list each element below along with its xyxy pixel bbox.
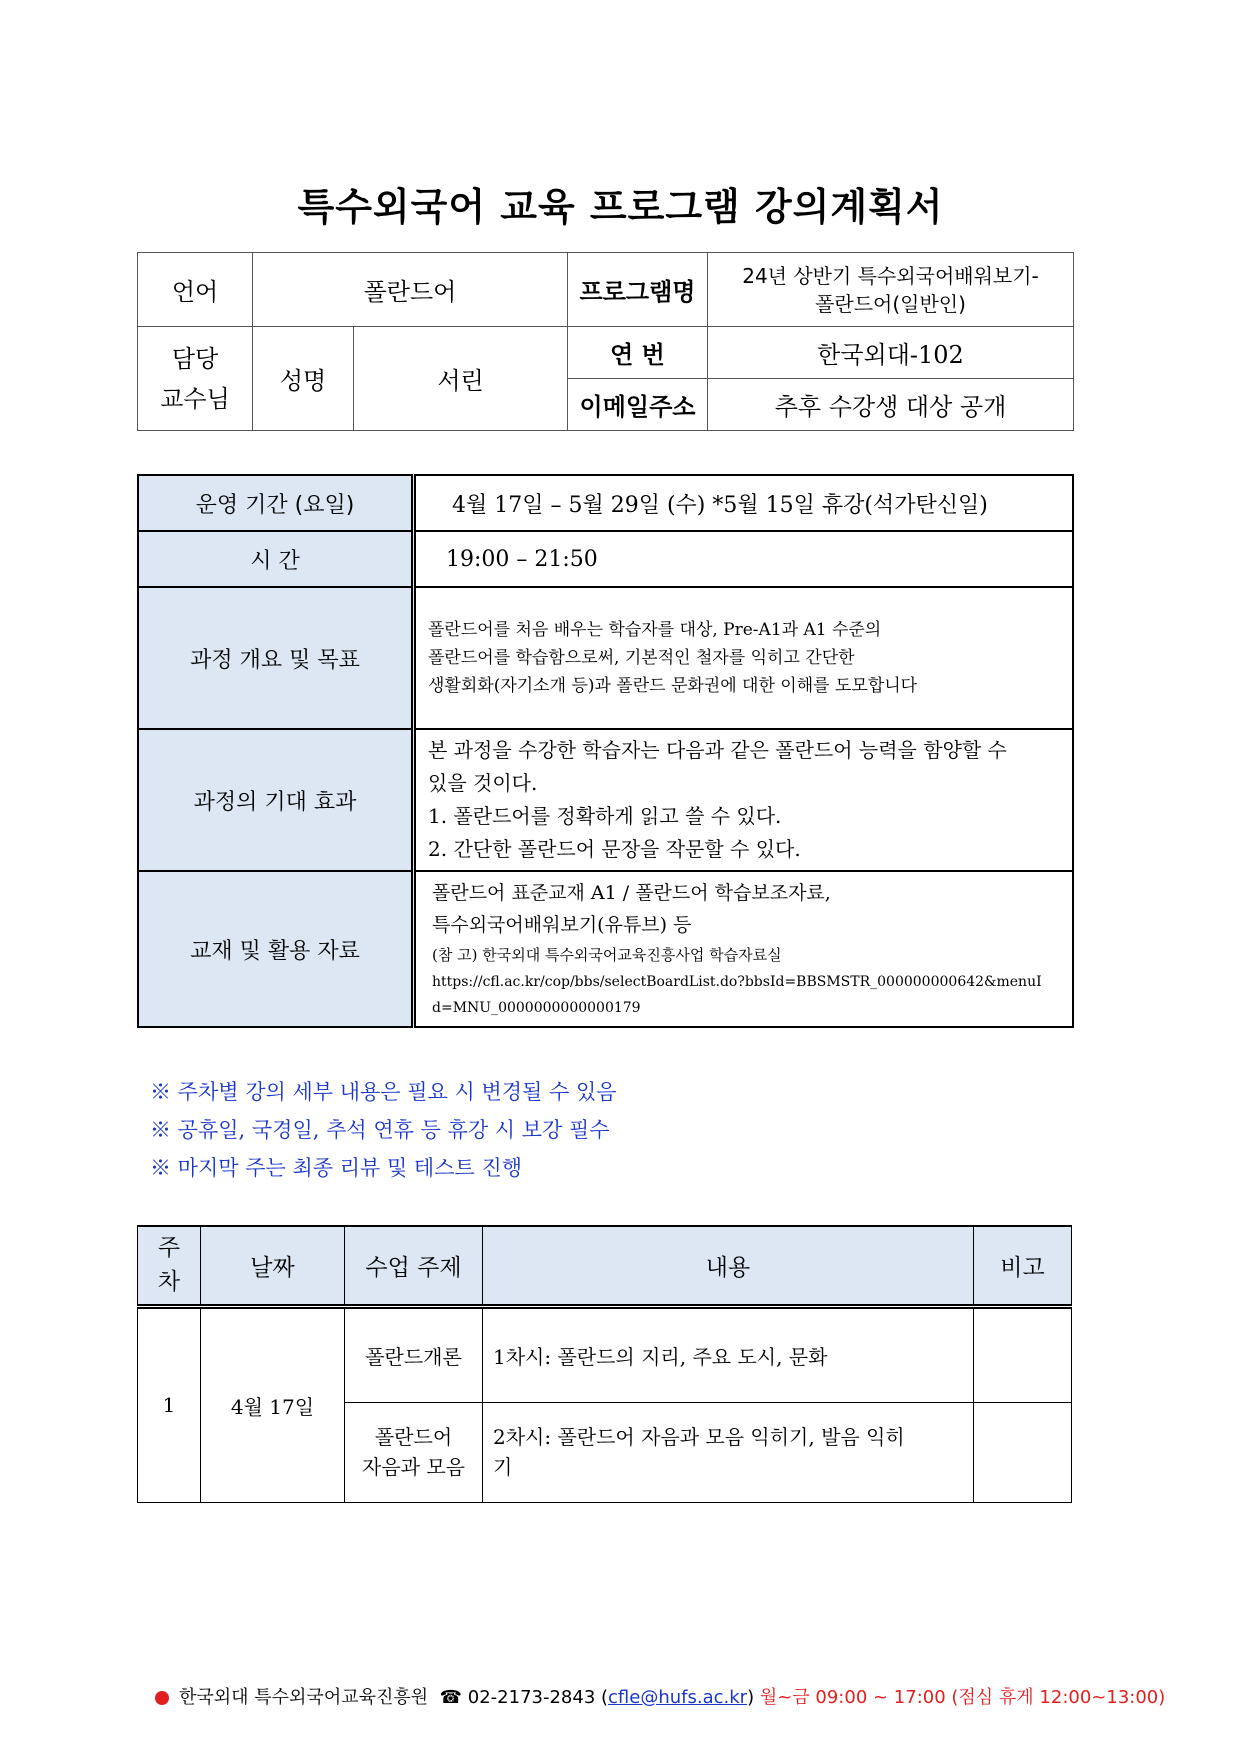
- language-label: 언어: [138, 253, 253, 327]
- content-cell: 2차시: 폴란드어 자음과 모음 익히기, 발음 익히 기: [483, 1402, 974, 1502]
- material-label: 교재 및 활용 자료: [138, 871, 414, 1027]
- footer-email-link[interactable]: cfle@hufs.ac.kr: [608, 1687, 748, 1708]
- week-date: 4월 17일: [201, 1306, 345, 1502]
- topic-cell: 폴란드어 자음과 모음: [345, 1402, 483, 1502]
- page-title: 특수외국어 교육 프로그램 강의계획서: [297, 185, 944, 229]
- time-value: 19:00 – 21:50: [414, 531, 1074, 587]
- language-value: 폴란드어: [253, 253, 568, 327]
- material-value: 폴란드어 표준교재 A1 / 폴란드어 학습보조자료, 특수외국어배워보기(유튜브) 등 (참 고) 한국외대 특수외국어교육진흥사업 학습자료실 https://cfl.ac.kr/cop/bbs/selectBoardList.do?bbsId=BBSMSTR_000000000642&menuI d=MNU_0000000000000179: [414, 871, 1074, 1027]
- header-week: 주 차: [138, 1226, 201, 1306]
- header-date: 날짜: [201, 1226, 345, 1306]
- instructor-label: 담당 교수님: [138, 327, 253, 431]
- note-item: ※ 공휴일, 국경일, 추석 연휴 등 휴강 시 보강 필수: [150, 1118, 610, 1142]
- info-table: [137, 252, 1074, 431]
- period-value: 4월 17일 – 5월 29일 (수) *5월 15일 휴강(석가탄신일): [414, 475, 1074, 531]
- remark-cell: [974, 1402, 1072, 1502]
- header-content: 내용: [483, 1226, 974, 1306]
- program-label: 프로그램명: [568, 253, 708, 327]
- name-label: 성명: [253, 327, 354, 431]
- footer-hours: 월~금 09:00 ~ 17:00 (점심 휴게 12:00~13:00): [759, 1687, 1166, 1708]
- note-item: ※ 마지막 주는 최종 리뷰 및 테스트 진행: [150, 1156, 523, 1180]
- code-label: 연 번: [568, 327, 708, 379]
- code-value: 한국외대-102: [708, 327, 1074, 379]
- remark-cell: [974, 1306, 1072, 1402]
- bullet-dot-icon: [155, 1691, 169, 1705]
- period-label: 운영 기간 (요일): [138, 475, 414, 531]
- note-item: ※ 주차별 강의 세부 내용은 필요 시 변경될 수 있음: [150, 1080, 617, 1104]
- phone-icon: ☎: [439, 1687, 463, 1708]
- header-topic: 수업 주제: [345, 1226, 483, 1306]
- overview-value: 폴란드어를 처음 배우는 학습자를 대상, Pre-A1과 A1 수준의 폴란드어를 학습함으로써, 기본적인 철자를 익히고 간단한 생활회화(자기소개 등)과 폴란드 문화권에 대한 이해를 도모합니다: [414, 587, 1074, 729]
- notes: [150, 1073, 617, 1187]
- effect-label: 과정의 기대 효과: [138, 729, 414, 871]
- material-link[interactable]: https://cfl.ac.kr/cop/bbs/selectBoardList.do?bbsId=BBSMSTR_000000000642&menuI: [432, 974, 1042, 990]
- footer-phone: 02-2173-2843: [467, 1687, 596, 1708]
- email-value: 추후 수강생 대상 공개: [708, 379, 1074, 431]
- week-number: 1: [138, 1306, 201, 1502]
- table-row: [138, 1306, 1072, 1402]
- content-cell: 1차시: 폴란드의 지리, 주요 도시, 문화: [483, 1306, 974, 1402]
- footer-org: 한국외대 특수외국어교육진흥원: [179, 1687, 429, 1708]
- program-value: 24년 상반기 특수외국어배워보기- 폴란드어(일반인): [708, 253, 1074, 327]
- email-label: 이메일주소: [568, 379, 708, 431]
- header-remark: 비고: [974, 1226, 1072, 1306]
- footer: 한국외대 특수외국어교육진흥원 ☎ 02-2173-2843 (cfle@hufs.ac.kr) 월~금 09:00 ~ 17:00 (점심 휴게 12:00~13:00): [155, 1683, 1165, 1709]
- topic-cell: 폴란드개론: [345, 1306, 483, 1402]
- effect-value: 본 과정을 수강한 학습자는 다음과 같은 폴란드어 능력을 함양할 수 있을 것이다. 1. 폴란드어를 정확하게 읽고 쓸 수 있다. 2. 간단한 폴란드어 문장을 작문할 수 있다.: [414, 729, 1074, 871]
- course-table: [137, 474, 1074, 1028]
- time-label: 시 간: [138, 531, 414, 587]
- name-value: 서린: [354, 327, 568, 431]
- schedule-table: [137, 1225, 1072, 1503]
- overview-label: 과정 개요 및 목표: [138, 587, 414, 729]
